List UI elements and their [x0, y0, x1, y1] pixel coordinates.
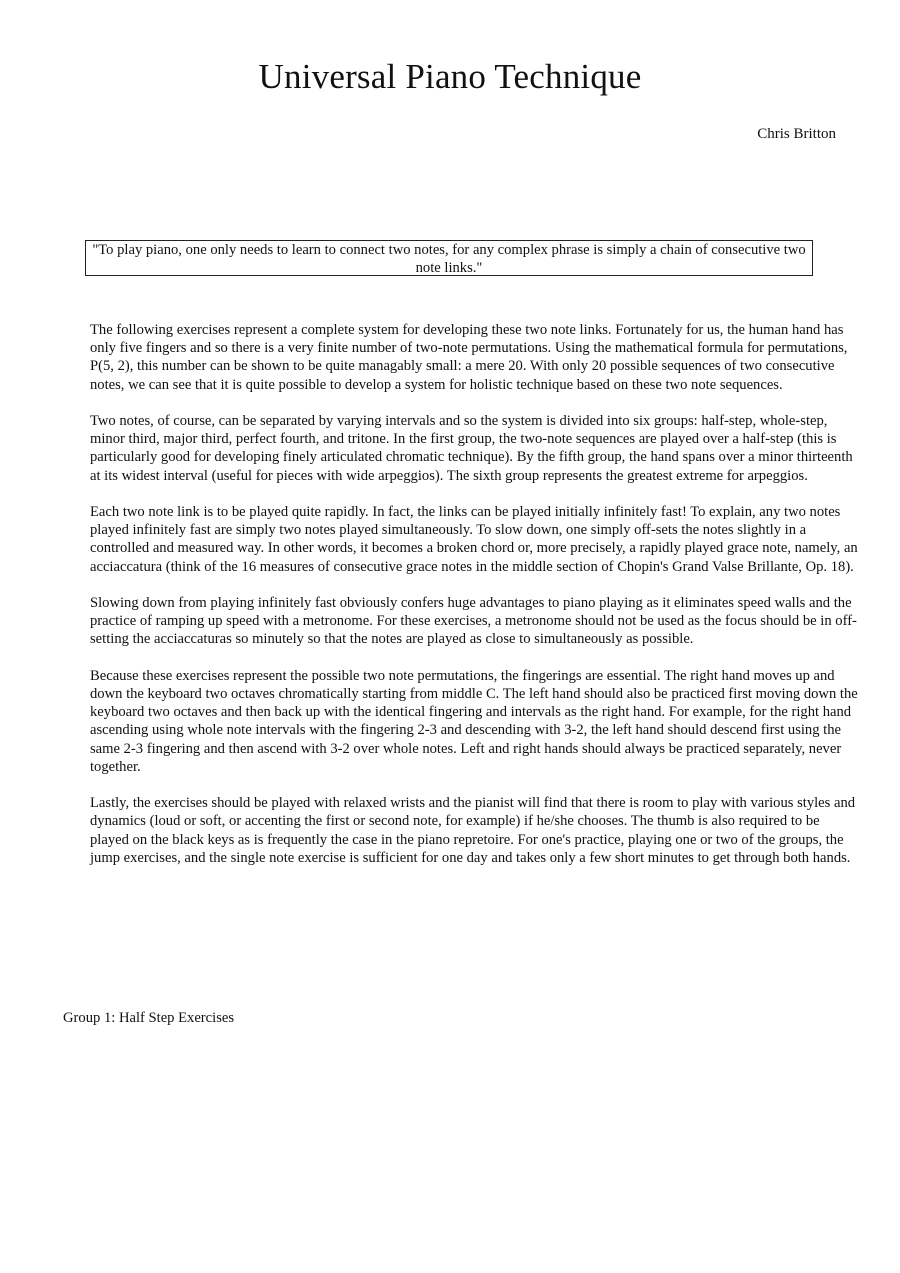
paragraph-1: The following exercises represent a complete system for developing these two note links. Fortunately for us, the human hand has only five fingers and so there is a very finite number of two-note permutations. Using the mathematical formula for permutations, P(5, 2), this number can be shown to be quite managably small: a mere 20. With only 20 possible sequences of two consecutive notes, we can see that it is quite possible to develop a system for holistic technique based on these two note sequences.	[90, 322, 848, 393]
paragraph-4: Slowing down from playing infinitely fast obviously confers huge advantages to piano playing as it eliminates speed walls and the practice of ramping up speed with a metronome. For these exercises, a metronome should not be used as the focus should be in off-setting the acciaccaturas so minutely so that the notes are played as close to simultaneously as possible.	[90, 595, 857, 648]
document-title: Universal Piano Technique	[258, 57, 642, 96]
section-heading: Group 1: Half Step Exercises	[63, 1010, 235, 1026]
paragraph-3: Each two note link is to be played quite rapidly. In fact, the links can be played initially infinitely fast! To explain, any two notes played infinitely fast are simply two notes played simultaneously. To slow down, one simply off-sets the notes slightly in a controlled and measured way. In other words, it becomes a broken chord or, more precisely, a rapidly played grace note, namely, an acciaccatura (think of the 16 measures of consecutive grace notes in the middle section of Chopin's Grand Valse Brillante, Op. 18).	[90, 504, 858, 575]
epigraph-quote-box: "To play piano, one only needs to learn to connect two notes, for any complex phrase is simply a chain of consecutive two note links."	[85, 240, 813, 276]
paragraph-2: Two notes, of course, can be separated by varying intervals and so the system is divided into six groups: half-step, whole-step, minor third, major third, perfect fourth, and tritone. In the first group, the two-note sequences are played over a half-step (this is particularly good for developing finely articulated chromatic technique). By the fifth group, the hand spans over a minor thirteenth at its widest interval (useful for pieces with wide arpeggios). The sixth group represents the greatest extreme for arpeggios.	[90, 413, 853, 484]
paragraph-5: Because these exercises represent the possible two note permutations, the fingerings are essential. The right hand moves up and down the keyboard two octaves chromatically starting from middle C. The left hand should also be practiced first moving down the keyboard two octaves and then back up with the identical fingering and intervals as the right hand. For example, for the right hand ascending using whole note intervals with the fingering 2-3 and descending with 3-2, the left hand should descend first using the same 2-3 fingering and then ascend with 3-2 over whole notes. Left and right hands should always be practiced separately, never together.	[90, 667, 858, 775]
author-name: Chris Britton	[757, 126, 836, 142]
paragraph-6: Lastly, the exercises should be played with relaxed wrists and the pianist will find that there is room to play with various styles and dynamics (loud or soft, or accenting the first or second note, for example) if he/she chooses. The thumb is also required to be played on the black keys as is frequently the case in the piano repretoire. For one's practice, playing one or two of the groups, the jump exercises, and the single note exercise is sufficient for one day and takes only a few short minutes to get through both hands.	[90, 795, 856, 866]
body-text	[90, 321, 860, 885]
